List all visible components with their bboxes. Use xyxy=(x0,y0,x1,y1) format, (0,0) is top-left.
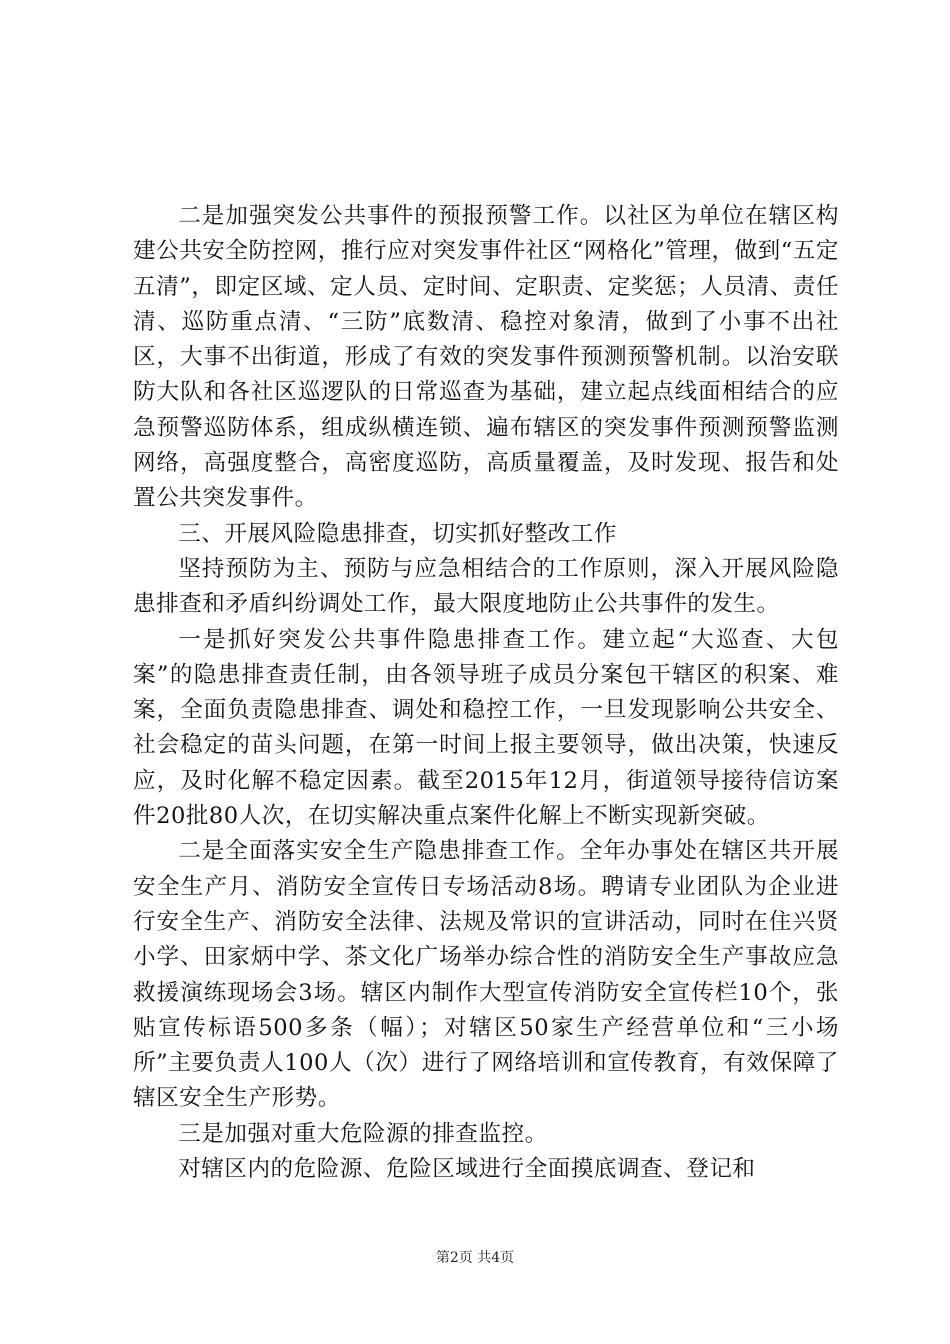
paragraph-safety-production: 二是全面落实安全生产隐患排查工作。全年办事处在辖区共开展安全生产月、消防安全宣传日专场活动8场。聘请专业团队为企业进行安全生产、消防安全法律、法规及常识的宣讲活动，同时在住兴贤小学、田家炳中学、茶文化广场举办综合性的消防安全生产事故应急救援演练现场会3场。辖区内制作大型宣传消防安全宣传栏10个，张贴宣传标语500多条（幅）；对辖区50家生产经营单位和“三小场所”主要负责人100人（次）进行了网络培训和宣传教育，有效保障了辖区安全生产形势。 xyxy=(133,838,839,1112)
paragraph-major-hazard-heading: 三是加强对重大危险源的排查监控。 xyxy=(178,1120,548,1147)
paragraph-hazard-survey: 对辖区内的危险源、危险区域进行全面摸底调查、登记和 xyxy=(178,1156,756,1183)
section-heading-risk-inspection: 三、开展风险隐患排查，切实抓好整改工作 xyxy=(178,520,617,547)
paragraph-early-warning: 二是加强突发公共事件的预报预警工作。以社区为单位在辖区构建公共安全防控网，推行应对突发事件社区“网格化”管理，做到“五定五清”，即定区域、定人员、定时间、定职责、定奖惩；人员清、责任清、巡防重点清、“三防”底数清、稳控对象清，做到了小事不出社区，大事不出街道，形成了有效的突发事件预测预警机制。以治安联防大队和各社区巡逻队的日常巡查为基础，建立起点线面相结合的应急预警巡防体系，组成纵横连锁、遍布辖区的突发事件预测预警监测网络，高强度整合，高密度巡防，高质量覆盖，及时发现、报告和处置公共突发事件。 xyxy=(133,203,839,512)
body-text xyxy=(133,199,839,1187)
paragraph-prevention-principle: 坚持预防为主、预防与应急相结合的工作原则，深入开展风险隐患排查和矛盾纠纷调处工作，最大限度地防止公共事件的发生。 xyxy=(133,555,839,618)
page-footer: 第2页 共4页 xyxy=(435,1250,515,1266)
paragraph-hazard-inspection: 一是抓好突发公共事件隐患排查工作。建立起“大巡查、大包案”的隐患排查责任制，由各领导班子成员分案包干辖区的积案、难案，全面负责隐患排查、调处和稳控工作，一旦发现影响公共安全、社会稳定的苗头问题，在第一时间上报主要领导，做出决策，快速反应，及时化解不稳定因素。截至2015年12月，街道领导接待信访案件20批80人次，在切实解决重点案件化解上不断实现新突破。 xyxy=(133,626,839,830)
